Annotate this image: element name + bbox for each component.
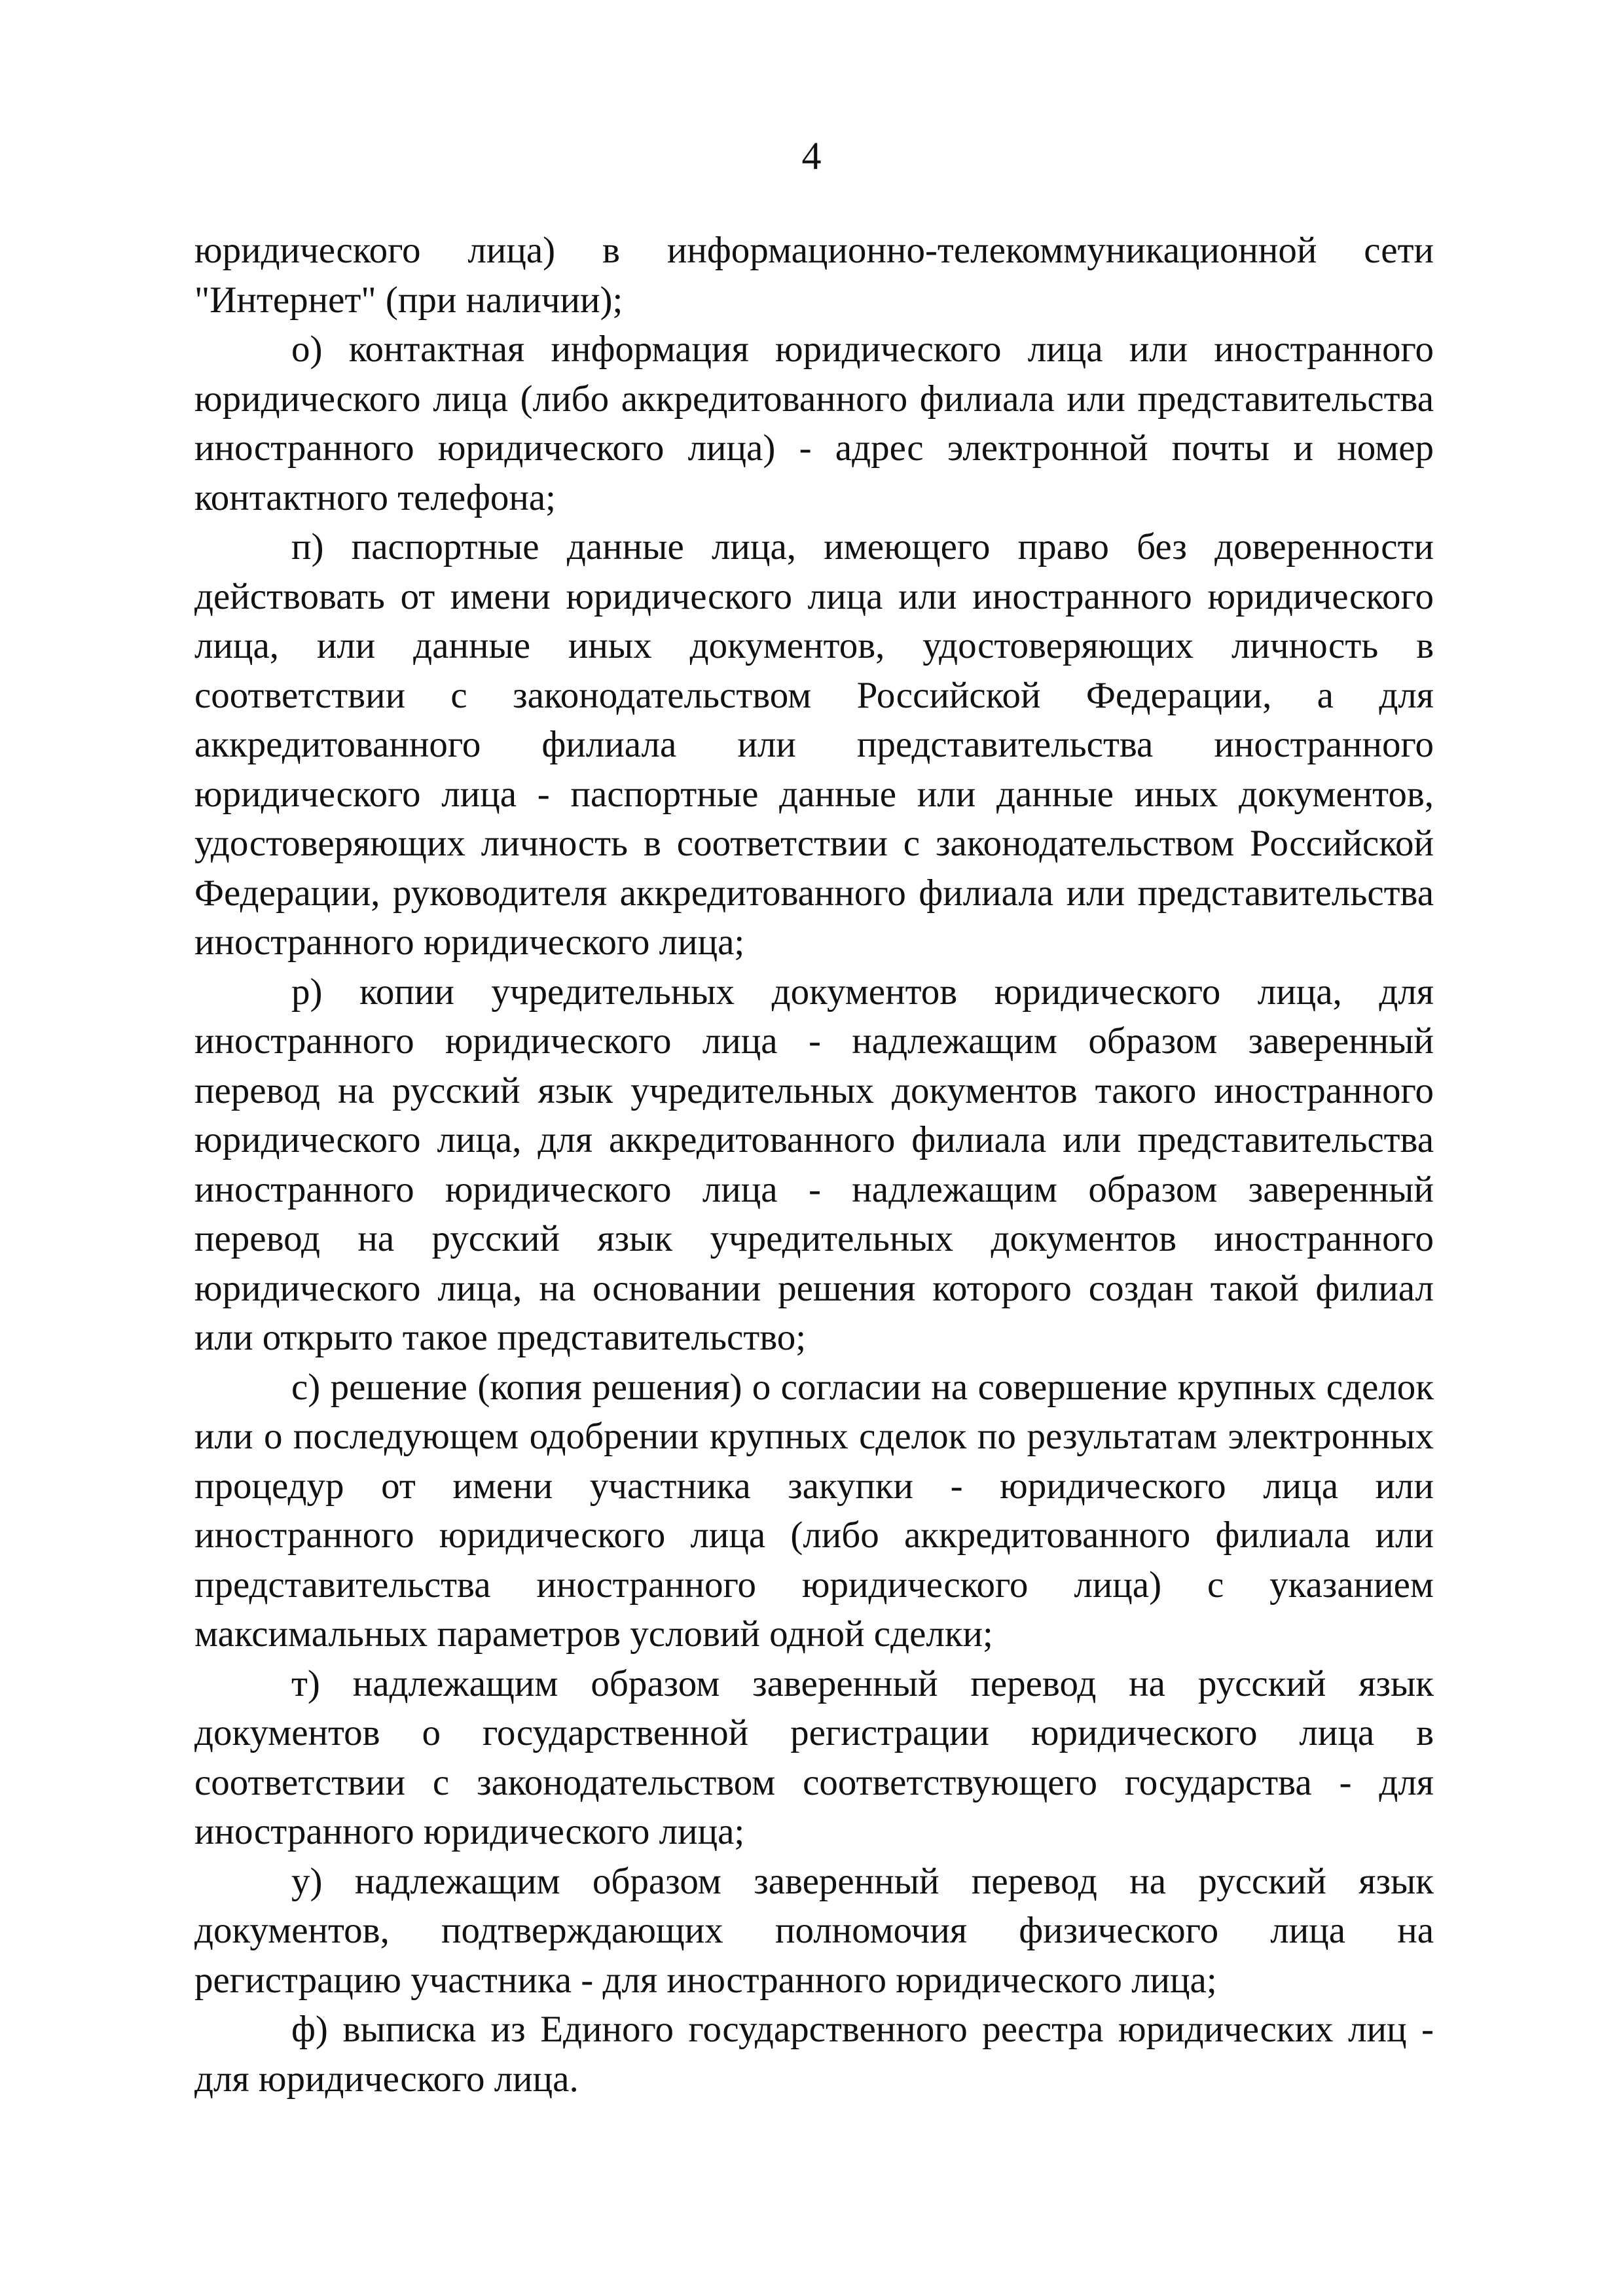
paragraph-item-f: ф) выписка из Единого государственного реестра юридических лиц - для юридического лица. (194, 2009, 1434, 2100)
paragraph-item-t: т) надлежащим образом заверенный перевод на русский язык документов о государственной регистрации юридического лица в соответствии с законодательством соответствующего государства - для иностранного юридического лица; (194, 1662, 1434, 1852)
paragraph-item-u: у) надлежащим образом заверенный перевод на русский язык документов, подтверждающих полномочия физического лица на регистрацию участника - для иностранного юридического лица; (194, 1860, 1434, 2001)
paragraph-item-o: о) контактная информация юридического лица или иностранного юридического лица (либо аккредитованного филиала или представительства иностранного юридического лица) - адрес электронной почты и номер контактного телефона; (194, 329, 1434, 518)
paragraph-item-r: р) копии учредительных документов юридического лица, для иностранного юридического лица - надлежащим образом заверенный перевод на русский язык учредительных документов такого иностранного юридического лица, для аккредитованного филиала или представительства иностранного юридического лица - надлежащим образом заверенный перевод на русский язык учредительных документов иностранного юридического лица, на основании решения которого создан такой филиал или открыто такое представительство; (194, 971, 1434, 1358)
page-number: 4 (801, 134, 822, 177)
paragraph-item-s: с) решение (копия решения) о согласии на совершение крупных сделок или о последующем одобрении крупных сделок по результатам электронных процедур от имени участника закупки - юридического лица или иностранного юридического лица (либо аккредитованного филиала или представительства иностранного юридического лица) с указанием максимальных параметров условий одной сделки; (194, 1366, 1434, 1655)
document-body (194, 226, 1434, 2104)
paragraph-continuation: юридического лица) в информационно-телекоммуникационной сети "Интернет" (при наличии); (194, 230, 1434, 321)
paragraph-item-p: п) паспортные данные лица, имеющего право без доверенности действовать от имени юридического лица или иностранного юридического лица, или данные иных документов, удостоверяющих личность в соответствии с законодательством Российской Федерации, а для аккредитованного филиала или представительства иностранного юридического лица - паспортные данные или данные иных документов, удостоверяющих личность в соответствии с законодательством Российской Федерации, руководителя аккредитованного филиала или представительства иностранного юридического лица; (194, 526, 1434, 963)
